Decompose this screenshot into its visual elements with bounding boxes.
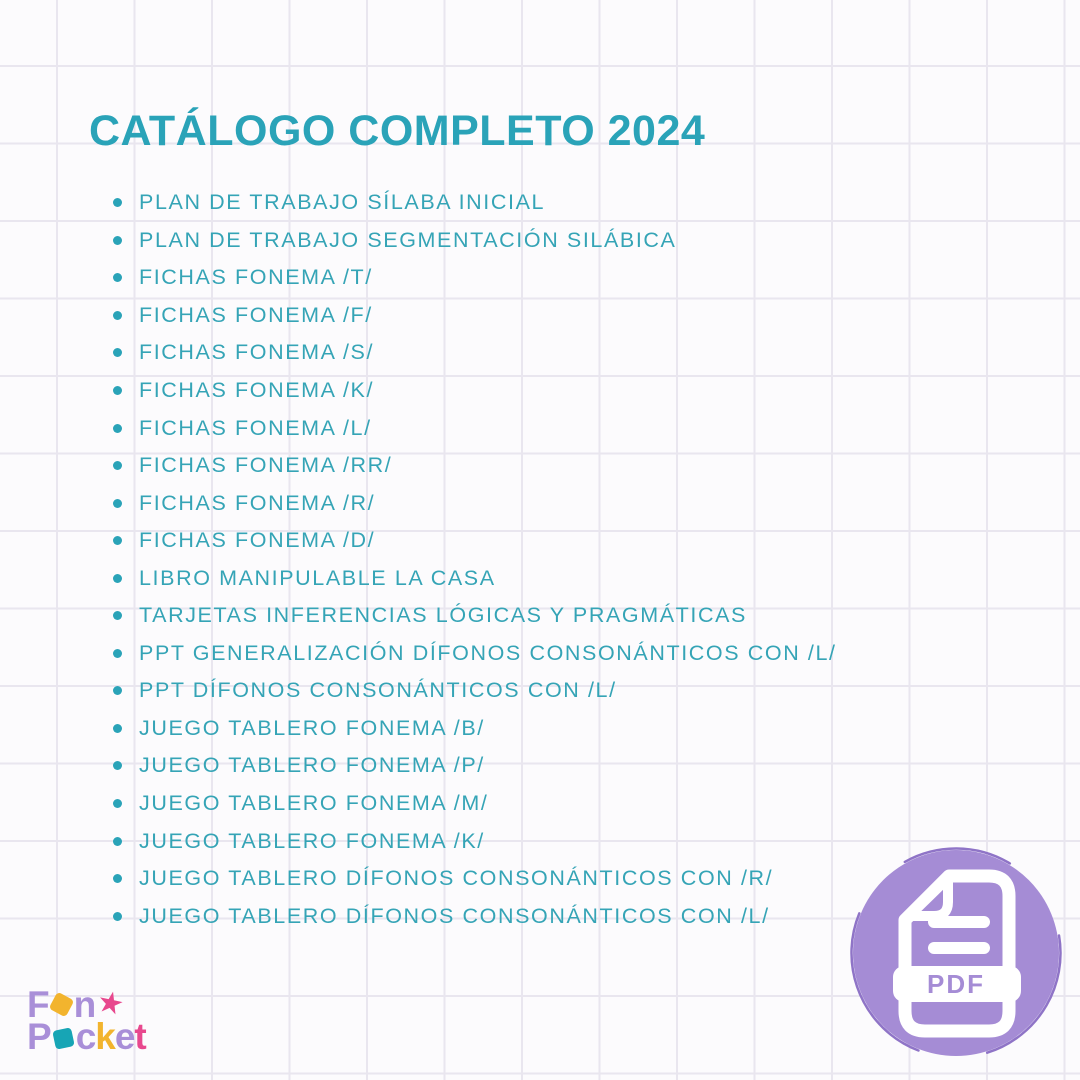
yellow-square-icon (48, 991, 74, 1017)
list-item (113, 860, 837, 898)
bullet-icon (113, 686, 122, 695)
logo-letter-k: k (95, 1015, 115, 1057)
list-item (113, 522, 837, 560)
list-item-text: PLAN DE TRABAJO SEGMENTACIÓN SILÁBICA (139, 227, 677, 252)
list-item (113, 635, 837, 673)
list-item (113, 597, 837, 635)
list-item (113, 372, 837, 410)
bullet-icon (113, 761, 122, 770)
list-item-text: FICHAS FONEMA /S/ (139, 340, 375, 365)
list-item-text: TARJETAS INFERENCIAS LÓGICAS Y PRAGMÁTICAS (139, 603, 747, 628)
bullet-icon (113, 236, 122, 245)
list-item (113, 710, 837, 748)
bullet-icon (113, 424, 122, 433)
bullet-icon (113, 499, 122, 508)
page-title: CATÁLOGO COMPLETO 2024 (89, 107, 706, 155)
list-item (113, 297, 837, 335)
list-item-text: JUEGO TABLERO FONEMA /M/ (139, 791, 489, 816)
list-item (113, 672, 837, 710)
list-item (113, 897, 837, 935)
bullet-icon (113, 799, 122, 808)
list-item-text: PPT DÍFONOS CONSONÁNTICOS CON /L/ (139, 678, 617, 703)
bullet-icon (113, 461, 122, 470)
logo-letter-c: c (75, 1015, 96, 1057)
list-item-text: JUEGO TABLERO FONEMA /B/ (139, 715, 485, 740)
list-item (113, 334, 837, 372)
bullet-icon (113, 649, 122, 658)
list-item (113, 447, 837, 485)
list-item (113, 559, 837, 597)
bullet-icon (113, 874, 122, 883)
list-item-text: FICHAS FONEMA /L/ (139, 415, 372, 440)
list-item-text: PPT GENERALIZACIÓN DÍFONOS CONSONÁNTICOS CON /L/ (139, 640, 837, 665)
bullet-icon (113, 611, 122, 620)
list-item-text: JUEGO TABLERO DÍFONOS CONSONÁNTICOS CON /R/ (139, 866, 774, 891)
logo-letter-p: P (27, 1015, 51, 1057)
list-item-text: FICHAS FONEMA /F/ (139, 302, 373, 327)
bullet-icon (113, 273, 122, 282)
pdf-file-badge (849, 846, 1063, 1060)
fonopocket-logo (27, 983, 146, 1057)
list-item (113, 259, 837, 297)
logo-letter-f: F (27, 983, 49, 1025)
list-item (113, 409, 837, 447)
logo-letter-t: t (134, 1015, 146, 1057)
logo-line-2 (27, 1015, 146, 1057)
list-item-text: FICHAS FONEMA /K/ (139, 378, 375, 402)
pink-star-icon: ★ (94, 984, 128, 1023)
list-item (113, 747, 837, 785)
bullet-icon (113, 912, 122, 921)
list-item (113, 484, 837, 522)
bullet-icon (113, 198, 122, 207)
list-item-text: JUEGO TABLERO FONEMA /P/ (139, 753, 485, 778)
list-item (113, 184, 837, 222)
list-item-text: PLAN DE TRABAJO SÍLABA INICIAL (139, 190, 546, 215)
list-item-text: FICHAS FONEMA /D/ (139, 528, 376, 553)
pdf-label: PDF (927, 969, 985, 999)
catalog-list (113, 184, 837, 935)
list-item-text: LIBRO MANIPULABLE LA CASA (139, 565, 496, 590)
list-item (113, 222, 837, 260)
logo-letter-e: e (114, 1015, 135, 1057)
bullet-icon (113, 348, 122, 357)
logo-letter-n: n (73, 983, 96, 1025)
list-item (113, 822, 837, 860)
bullet-icon (113, 311, 122, 320)
list-item (113, 785, 837, 823)
list-item-text: FICHAS FONEMA /R/ (139, 490, 376, 515)
list-item-text: FICHAS FONEMA /RR/ (139, 453, 393, 478)
bullet-icon (113, 837, 122, 846)
bullet-icon (113, 386, 122, 395)
list-item-text: JUEGO TABLERO FONEMA /K/ (139, 828, 485, 853)
list-item-text: JUEGO TABLERO DÍFONOS CONSONÁNTICOS CON /L/ (139, 903, 770, 928)
teal-square-icon (52, 1027, 75, 1050)
bullet-icon (113, 536, 122, 545)
bullet-icon (113, 724, 122, 733)
list-item-text: FICHAS FONEMA /T/ (139, 265, 373, 290)
bullet-icon (113, 574, 122, 583)
